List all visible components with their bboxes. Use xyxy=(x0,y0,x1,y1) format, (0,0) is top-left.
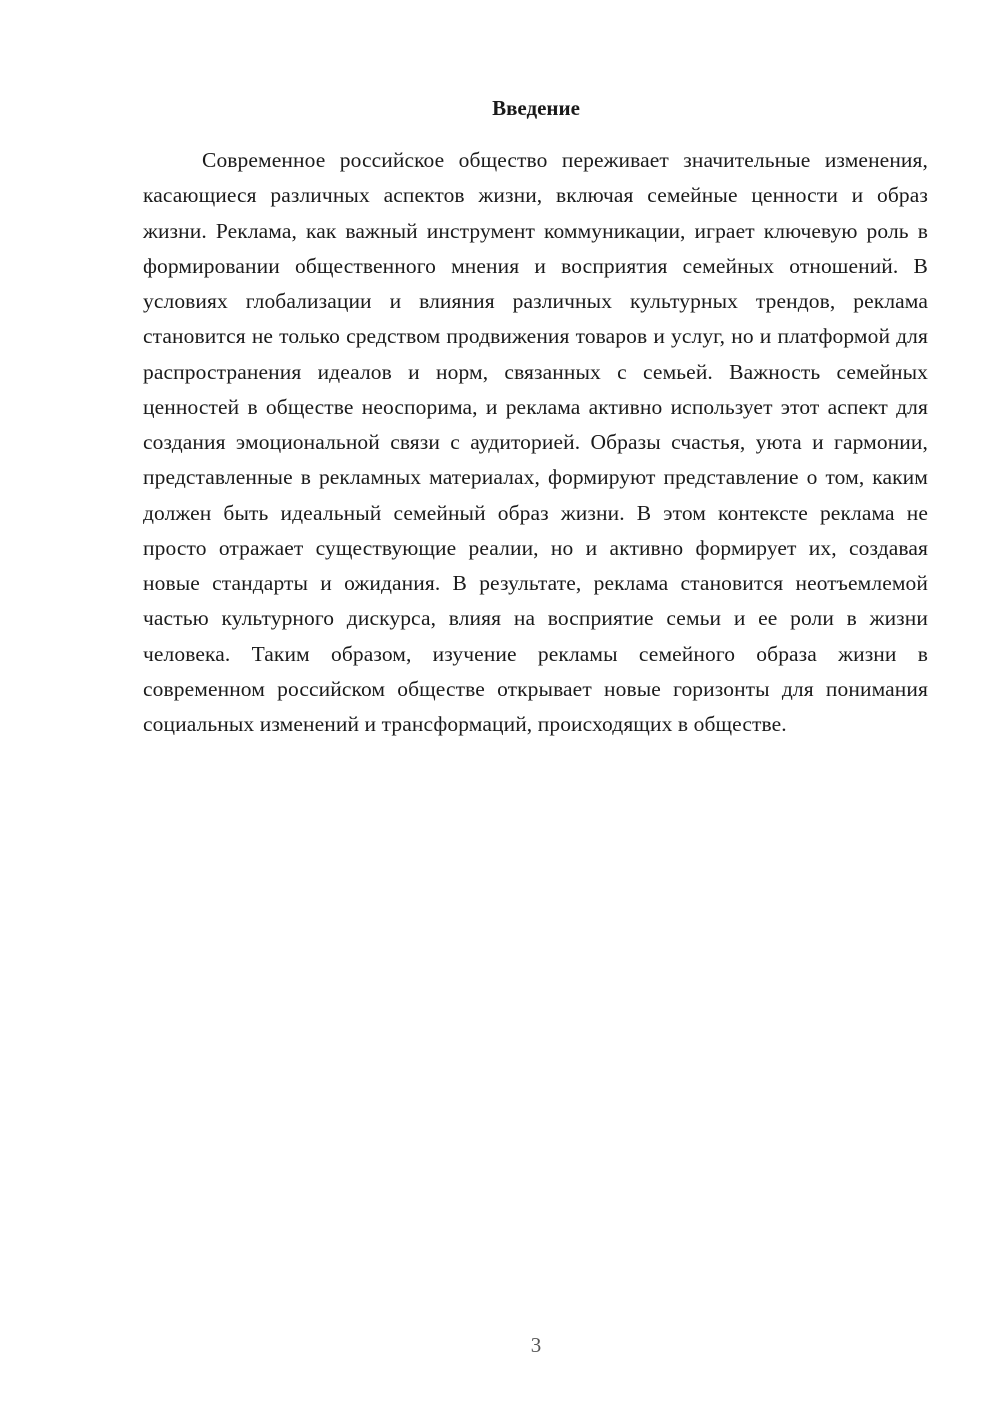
page-number: 3 xyxy=(530,1333,542,1357)
section-heading: Введение xyxy=(492,96,580,120)
body-paragraph: Современное российское общество переживает значительные изменения, касающиеся различных аспектов жизни, включая семейные ценности и образ жизни. Реклама, как важный инструмент коммуникации, играет ключевую роль в формировании общественного мнения и восприятия семейных отношений. В условиях глобализации и влияния различных культурных трендов, реклама становится не только средством продвижения товаров и услуг, но и платформой для распространения идеалов и норм, связанных с семьей. Важность семейных ценностей в обществе неоспорима, и реклама активно использует этот аспект для создания эмоциональной связи с аудиторией. Образы счастья, уюта и гармонии, представленные в рекламных материалах, формируют представление о том, каким должен быть идеальный семейный образ жизни. В этом контексте реклама не просто отражает существующие реалии, но и активно формирует их, создавая новые стандарты и ожидания. В результате, реклама становится неотъемлемой частью культурного дискурса, влияя на восприятие семьи и ее роли в жизни человека. Таким образом, изучение рекламы семейного образа жизни в современном российском обществе открывает новые горизонты для понимания социальных изменений и трансформаций, происходящих в обществе. xyxy=(143,148,928,736)
